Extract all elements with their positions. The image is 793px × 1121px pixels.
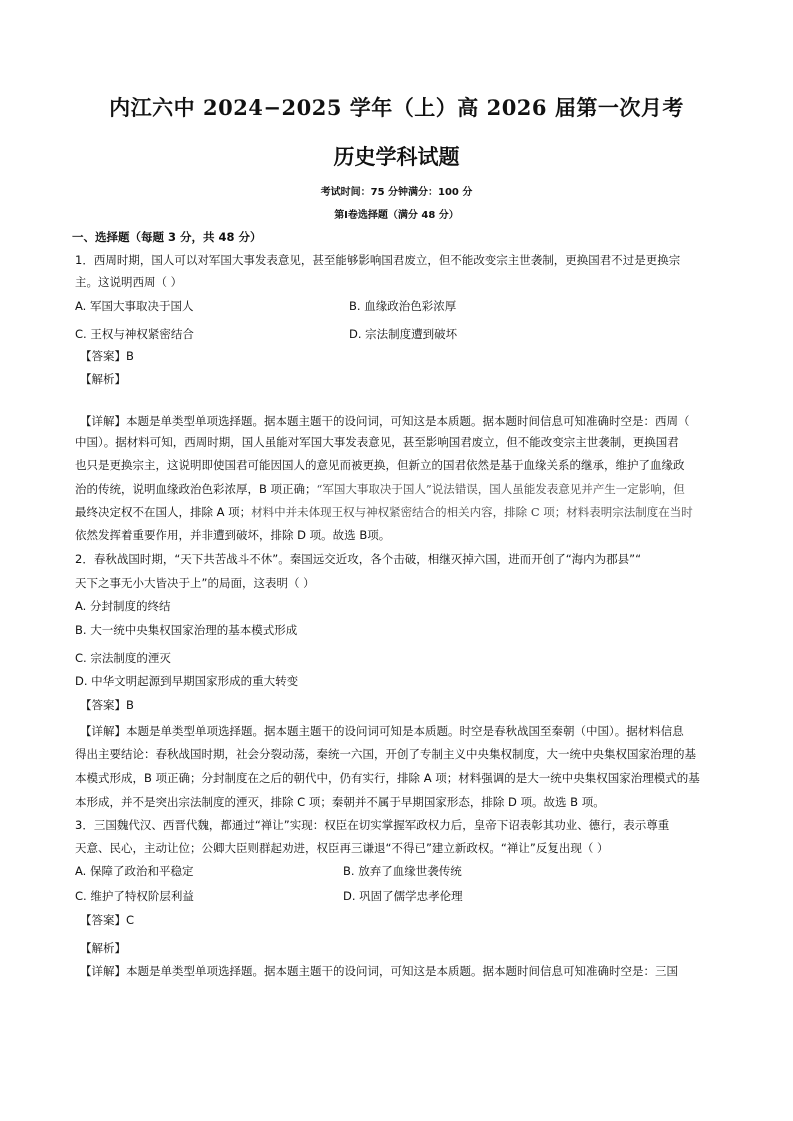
exam-info: 考试时间：75 分钟满分：100 分	[320, 187, 473, 198]
q1-detail-line-5a: 最终决定权不在国人，排除 A 项；	[75, 505, 252, 519]
q3-option-d: D. 巩固了儒学忠孝伦理	[343, 889, 463, 903]
q1-detail-line-4	[75, 481, 685, 497]
q1-detail-line-4a: 治的传统，说明血缘政治色彩浓厚，B 项正确；	[75, 482, 317, 496]
q2-detail-line-4: 本形成，并不是突出宗法制度的湮灭，排除 C 项；秦朝并不属于早期国家形态，排除 D 项。故选 B 项。	[75, 795, 605, 809]
q2-stem-line-1: 2．春秋战国时期，“天下共苦战斗不休”。秦国远交近攻，各个击破，相继灭掉六国，进而开创了“海内为郡县”“	[75, 552, 642, 566]
q2-option-d: D. 中华文明起源到早期国家形成的重大转变	[75, 674, 299, 688]
q1-detail-line-3: 也只是更换宗主，这说明即使国君可能因国人的意见而被更换，但新立的国君依然是基于血缘关系的继承，维护了血缘政	[75, 458, 685, 472]
q1-detail-line-2: 中国）。据材料可知，西周时期，国人虽能对军国大事发表意见，甚至影响国君废立，但不能改变宗主世袭制，更换国君	[75, 435, 679, 449]
q1-option-b: B. 血缘政治色彩浓厚	[349, 299, 457, 313]
q3-option-b: B. 放弃了血缘世袭传统	[343, 864, 462, 878]
q3-option-a: A. 保障了政治和平稳定	[75, 864, 194, 878]
q2-option-b: B. 大一统中央集权国家治理的基本模式形成	[75, 623, 298, 637]
q1-option-c: C. 王权与神权紧密结合	[75, 327, 194, 341]
subject-title: 历史学科试题	[333, 144, 460, 169]
q3-detail-line-1: 【详解】本题是单类型单项选择题。据本题主题干的设问词，可知这是本质题。据本题时间信息可知准确时空是：三国	[80, 964, 678, 978]
q1-detail-line-1: 【详解】本题是单类型单项选择题。据本题主题干的设问词，可知这是本质题。据本题时间信息可知准确时空是：西周（	[80, 414, 690, 428]
q2-detail-line-3: 本模式形成，B 项正确；分封制度在之后的朝代中，仍有实行，排除 A 项；材料强调的是大一统中央集权国家治理模式的基	[75, 771, 700, 785]
q3-answer: 【答案】C	[80, 913, 135, 927]
q2-detail-line-2: 得出主要结论：春秋战国时期，社会分裂动荡，秦统一六国，开创了专制主义中央集权制度，大一统中央集权国家治理的基	[75, 747, 696, 761]
q2-detail-line-1: 【详解】本题是单类型单项选择题。据本题主题干的设问词可知是本质题。时空是春秋战国至秦朝（中国）。据材料信息	[80, 724, 684, 738]
q3-stem-line-1: 3．三国魏代汉、西晋代魏，都通过“禅让”实现：权臣在切实掌握军政权力后，皇帝下诏表彰其功业、德行，表示尊重	[75, 818, 670, 832]
q1-detail-line-4b: “军国大事取决于国人”说法错误，国人虽能发表意见并产生一定影响，但	[316, 482, 685, 496]
q1-detail-line-5	[75, 504, 693, 520]
q2-option-a: A. 分封制度的终结	[75, 599, 171, 613]
q1-analysis-label: 【解析】	[80, 372, 126, 386]
q3-option-c: C. 维护了特权阶层利益	[75, 889, 194, 903]
volume-heading: 第Ⅰ卷选择题（满分 48 分）	[334, 210, 459, 221]
q2-answer: 【答案】B	[80, 698, 134, 712]
section-heading: 一、选择题（每题 3 分，共 48 分）	[72, 230, 262, 244]
q2-stem-line-2: 天下之事无小大皆决于上”的局面，这表明（ ）	[75, 576, 315, 590]
q1-detail-line-5b: 材料中并未体现王权与神权紧密结合的相关内容，排除 C 项；材料表明宗法制度在当时	[251, 505, 693, 519]
q3-analysis-label: 【解析】	[80, 941, 126, 955]
q1-answer: 【答案】B	[80, 349, 134, 363]
q2-option-c: C. 宗法制度的湮灭	[75, 651, 171, 665]
q3-stem-line-2: 天意、民心，主动让位；公卿大臣则群起劝进，权臣再三谦退“不得已”建立新政权。“禅让”反复出现（ ）	[75, 841, 609, 855]
q1-stem-line-1: 1．西周时期，国人可以对军国大事发表意见，甚至能够影响国君废立，但不能改变宗主世袭制，更换国君不过是更换宗	[75, 253, 681, 267]
q1-detail-line-6: 依然发挥着重要作用，并非遭到破坏，排除 D 项。故选 B项。	[75, 528, 391, 542]
q1-option-a: A. 军国大事取决于国人	[75, 299, 194, 313]
q1-option-d: D. 宗法制度遭到破坏	[349, 327, 458, 341]
q1-stem-line-2: 主。这说明西周（ ）	[75, 275, 183, 289]
exam-title: 内江六中 2024−2025 学年（上）高 2026 届第一次月考	[109, 95, 684, 120]
